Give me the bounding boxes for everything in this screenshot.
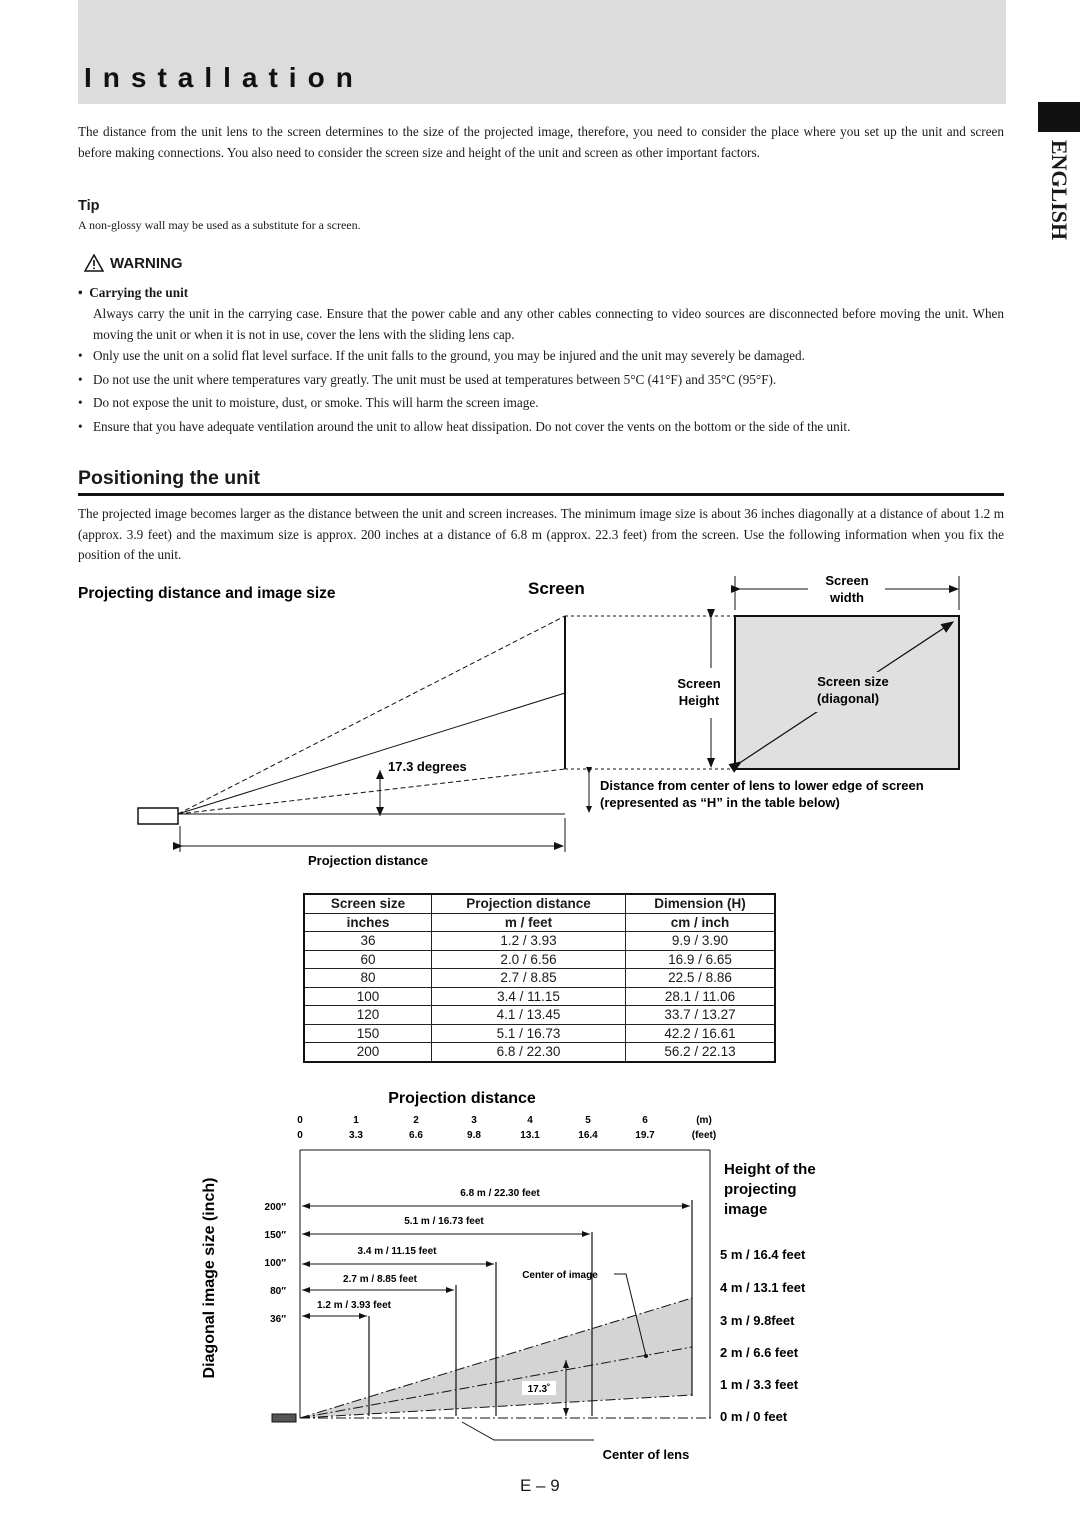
warning-icon xyxy=(84,254,104,277)
page-title: Installation xyxy=(84,62,364,93)
size-distance-diagram xyxy=(0,1080,1080,1470)
table-cell: 42.2 / 16.61 xyxy=(626,1024,776,1043)
m-tick: 6 xyxy=(642,1115,648,1126)
height-title-line1: Height of the xyxy=(724,1161,816,1178)
table-cell: 16.9 / 6.65 xyxy=(626,950,776,969)
arrowhead xyxy=(302,1203,310,1209)
angle-label: 17.3 degrees xyxy=(388,759,467,774)
arrowhead xyxy=(302,1287,310,1293)
table-cell: 1.2 / 3.93 xyxy=(432,932,626,951)
tip-text: A non-glossy wall may be used as a substitute for a screen. xyxy=(78,218,361,232)
table-header-row xyxy=(304,894,775,913)
height-label: 1 m / 3.3 feet xyxy=(720,1377,799,1392)
m-unit: (m) xyxy=(696,1115,712,1126)
ft-tick: 6.6 xyxy=(409,1130,423,1141)
language-tab xyxy=(1028,140,1080,240)
distance-label: 1.2 m / 3.93 feet xyxy=(317,1300,391,1311)
height-label: 2 m / 6.6 feet xyxy=(720,1345,799,1360)
y-axis-label: Diagonal image size (inch) xyxy=(201,1177,218,1379)
size-label: 200″ xyxy=(264,1202,286,1213)
warning-heading: WARNING xyxy=(110,255,183,272)
m-tick: 3 xyxy=(471,1115,477,1126)
screen-width-label-line2: width xyxy=(830,590,864,605)
height-title-line2: projecting xyxy=(724,1181,797,1198)
height-label: 0 m / 0 feet xyxy=(720,1409,788,1424)
screen-width-label-line1: Screen xyxy=(825,573,869,588)
height-labels xyxy=(720,1247,806,1424)
table-cell: 9.9 / 3.90 xyxy=(626,932,776,951)
tip-heading: Tip xyxy=(78,198,100,214)
beam-upper-line xyxy=(178,616,565,814)
table-cell: 150 xyxy=(304,1024,432,1043)
table-cell: 4.1 / 13.45 xyxy=(432,1006,626,1025)
table-cell: 5.1 / 16.73 xyxy=(432,1024,626,1043)
center-of-image-label: Center of image xyxy=(522,1270,598,1281)
projection-table xyxy=(303,893,776,1063)
table-cell: 36 xyxy=(304,932,432,951)
ft-tick: 13.1 xyxy=(520,1130,540,1141)
intro-paragraph: The distance from the unit lens to the screen determines to the size of the projected image, therefore, you need to consider the place where you set up the unit and screen before making connections. You also need to consider the screen size and height of the unit and screen as other important factors. xyxy=(78,124,1004,160)
distance-label: 2.7 m / 8.85 feet xyxy=(343,1274,417,1285)
warning-item: • Only use the unit on a solid flat level surface. If the unit falls to the ground, you may be injured and the unit may severely be damaged. xyxy=(78,346,1006,367)
screen-height-label-line2: Height xyxy=(678,693,720,708)
table-cell: 28.1 / 11.06 xyxy=(626,987,776,1006)
warning-item: • Do not expose the unit to moisture, dust, or smoke. This will harm the screen image. xyxy=(78,393,1006,414)
distance-h-label-line1: Distance from center of lens to lower edge of screen xyxy=(600,778,924,793)
screen-size-label-line1: Screen size xyxy=(817,674,889,689)
table-cell: 60 xyxy=(304,950,432,969)
size-label: 80″ xyxy=(270,1286,286,1297)
section-heading: Positioning the unit xyxy=(78,467,260,489)
size-label: 150″ xyxy=(264,1230,286,1241)
carrying-text: Always carry the unit in the carrying case. Ensure that the power cable and any other cables connecting to video sources are disconnected before moving the unit. When moving the unit or when it is not in use, cover the lens with the sliding lens cap. xyxy=(93,306,1004,342)
table-cell: 2.7 / 8.85 xyxy=(432,969,626,988)
arrowhead xyxy=(302,1313,310,1319)
height-label: 4 m / 13.1 feet xyxy=(720,1280,806,1295)
beam-center-line xyxy=(178,693,565,814)
distance-label: 6.8 m / 22.30 feet xyxy=(460,1188,540,1199)
height-label: 5 m / 16.4 feet xyxy=(720,1247,806,1262)
distance-h-label-line2: (represented as “H” in the table below) xyxy=(600,795,840,810)
language-tab-marker xyxy=(1038,102,1080,132)
arrowhead xyxy=(486,1261,494,1267)
diagram2-title: Projection distance xyxy=(388,1090,536,1107)
carrying-title: • Carrying the unit xyxy=(78,285,189,300)
warning-item: • Do not use the unit where temperatures vary greatly. The unit must be used at temperatures between 5°C (41°F) and 35°C (95°F). xyxy=(78,370,1006,391)
arrowhead xyxy=(359,1313,367,1319)
table-cell: 100 xyxy=(304,987,432,1006)
table-unit-cell: inches xyxy=(304,913,432,932)
axis-ticks xyxy=(297,1115,716,1141)
table-cell: 120 xyxy=(304,1006,432,1025)
projection-geometry-diagram xyxy=(0,570,1080,880)
ft-unit: (feet) xyxy=(691,1130,717,1141)
ft-tick: 19.7 xyxy=(635,1130,655,1141)
warning-list xyxy=(78,346,1006,440)
section-rule xyxy=(78,493,1004,496)
table-header-cell: Projection distance xyxy=(432,894,626,913)
table-row xyxy=(304,950,775,969)
language-label: ENGLISH xyxy=(1047,139,1072,241)
ft-tick: 3.3 xyxy=(349,1130,363,1141)
angle-label: 17.3˚ xyxy=(527,1384,551,1395)
arrowhead xyxy=(302,1231,310,1237)
m-tick: 1 xyxy=(353,1115,359,1126)
angle-arrowhead-up xyxy=(376,770,384,779)
ft-tick: 0 xyxy=(297,1130,303,1141)
distance-label: 5.1 m / 16.73 feet xyxy=(404,1216,484,1227)
ft-tick: 9.8 xyxy=(467,1130,481,1141)
angle-arrowhead-down xyxy=(376,807,384,816)
ft-tick: 16.4 xyxy=(578,1130,598,1141)
table-cell: 33.7 / 13.27 xyxy=(626,1006,776,1025)
arrowhead xyxy=(302,1261,310,1267)
beam-lower-line xyxy=(178,769,565,814)
projection-distance-label: Projection distance xyxy=(308,853,428,868)
m-tick: 0 xyxy=(297,1115,303,1126)
size-label: 100″ xyxy=(264,1258,286,1269)
projector-icon xyxy=(272,1414,296,1422)
table-row xyxy=(304,932,775,951)
angle-arrowhead xyxy=(563,1408,569,1416)
arrowhead xyxy=(582,1231,590,1237)
table-row xyxy=(304,1006,775,1025)
table-cell: 80 xyxy=(304,969,432,988)
projector-body xyxy=(138,808,178,824)
table-row xyxy=(304,1024,775,1043)
center-of-lens-label: Center of lens xyxy=(602,1447,690,1462)
center-of-lens-leader xyxy=(462,1422,594,1440)
m-tick: 4 xyxy=(527,1115,533,1126)
distance-label: 3.4 m / 11.15 feet xyxy=(357,1246,437,1257)
screen-label: Screen xyxy=(528,579,585,598)
page-number: E – 9 xyxy=(520,1476,560,1495)
table-units-row xyxy=(304,913,775,932)
table-cell: 6.8 / 22.30 xyxy=(432,1043,626,1062)
size-labels xyxy=(265,1202,287,1325)
height-label: 3 m / 9.8feet xyxy=(720,1313,795,1328)
m-tick: 5 xyxy=(585,1115,591,1126)
table-row xyxy=(304,969,775,988)
table-header-cell: Dimension (H) xyxy=(626,894,776,913)
carrying-title-text: Carrying the unit xyxy=(89,285,189,300)
positioning-paragraph: The projected image becomes larger as the distance between the unit and screen increases. The minimum image size is about 36 inches diagonally at a distance of about 1.2 m (approx. 3.9 feet) and the maximum size is approx. 200 inches at a distance of 6.8 m (approx. 22.3 feet) from the screen. Use the following information when you fix the position of the unit. xyxy=(78,506,1004,562)
m-tick: 2 xyxy=(413,1115,419,1126)
table-header-cell: Screen size xyxy=(304,894,432,913)
arrowhead xyxy=(682,1203,690,1209)
arrowhead xyxy=(446,1287,454,1293)
diagram-subheading: Projecting distance and image size xyxy=(78,585,336,602)
table-row xyxy=(304,987,775,1006)
table-cell: 22.5 / 8.86 xyxy=(626,969,776,988)
center-of-image-dot xyxy=(644,1354,648,1358)
table-unit-cell: m / feet xyxy=(432,913,626,932)
screen-height-label-line1: Screen xyxy=(677,676,721,691)
warning-item: • Ensure that you have adequate ventilation around the unit to allow heat dissipation. Do not cover the vents on the bottom or the side of the unit. xyxy=(78,417,1006,438)
table-cell: 2.0 / 6.56 xyxy=(432,950,626,969)
height-title-line3: image xyxy=(724,1201,768,1218)
table-cell: 200 xyxy=(304,1043,432,1062)
table-row xyxy=(304,1043,775,1062)
table-cell: 3.4 / 11.15 xyxy=(432,987,626,1006)
size-label: 36″ xyxy=(270,1314,286,1325)
table-cell: 56.2 / 22.13 xyxy=(626,1043,776,1062)
table-unit-cell: cm / inch xyxy=(626,913,776,932)
screen-size-label-line2: (diagonal) xyxy=(816,691,880,706)
